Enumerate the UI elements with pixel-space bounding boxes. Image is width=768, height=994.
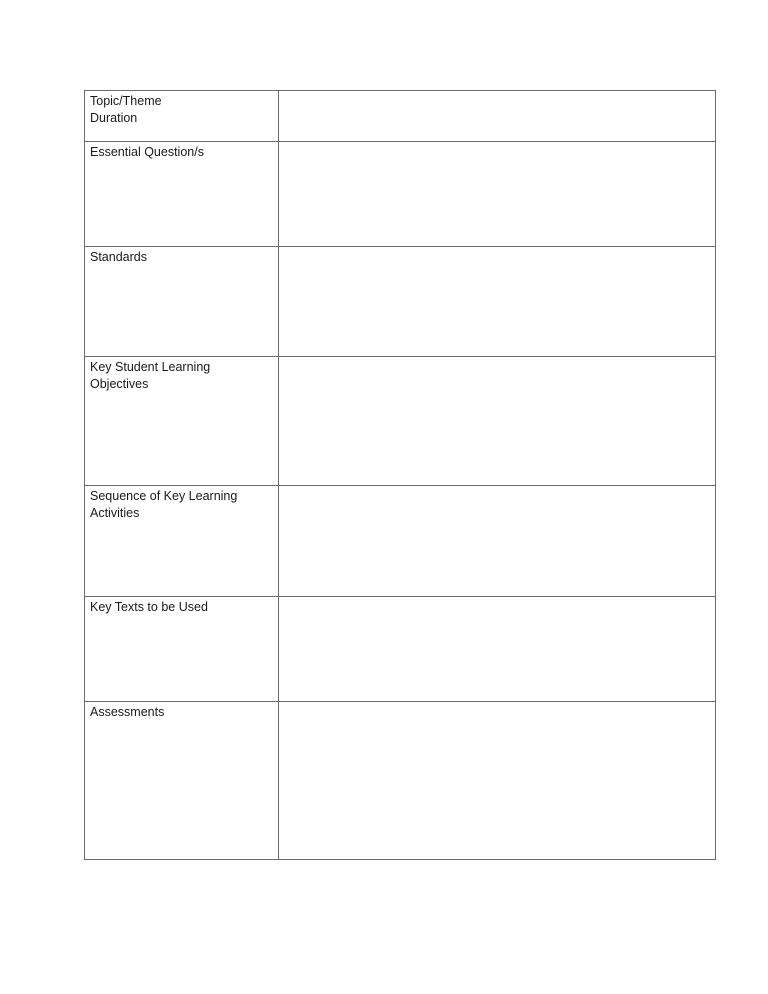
row-label: Key Texts to be Used [90, 600, 208, 614]
entry-field-key-texts[interactable] [279, 597, 716, 702]
entry-field-learning-objectives[interactable] [279, 357, 716, 486]
entry-field-standards[interactable] [279, 247, 716, 357]
label-cell [85, 91, 279, 142]
label-cell [85, 486, 279, 597]
entry-field-learning-activities[interactable] [279, 486, 716, 597]
row-label: Sequence of Key Learning Activities [90, 489, 238, 520]
row-assessments [85, 702, 716, 860]
row-key-texts-to-be-used [85, 597, 716, 702]
entry-field-assessments[interactable] [279, 702, 716, 860]
entry-field-essential-questions[interactable] [279, 142, 716, 247]
row-label: Key Student Learning Objectives [90, 360, 211, 391]
label-cell [85, 357, 279, 486]
row-essential-questions [85, 142, 716, 247]
row-label: Standards [90, 250, 147, 264]
label-cell [85, 702, 279, 860]
label-cell [85, 247, 279, 357]
row-topic-theme-duration [85, 91, 716, 142]
row-label: Topic/Theme Duration [90, 94, 162, 125]
unit-plan-table [84, 90, 716, 860]
entry-field-topic-theme-duration[interactable] [279, 91, 716, 142]
label-cell [85, 142, 279, 247]
row-standards [85, 247, 716, 357]
row-sequence-of-key-learning-activities [85, 486, 716, 597]
row-label: Essential Question/s [90, 145, 204, 159]
row-label: Assessments [90, 705, 165, 719]
row-key-student-learning-objectives [85, 357, 716, 486]
label-cell [85, 597, 279, 702]
